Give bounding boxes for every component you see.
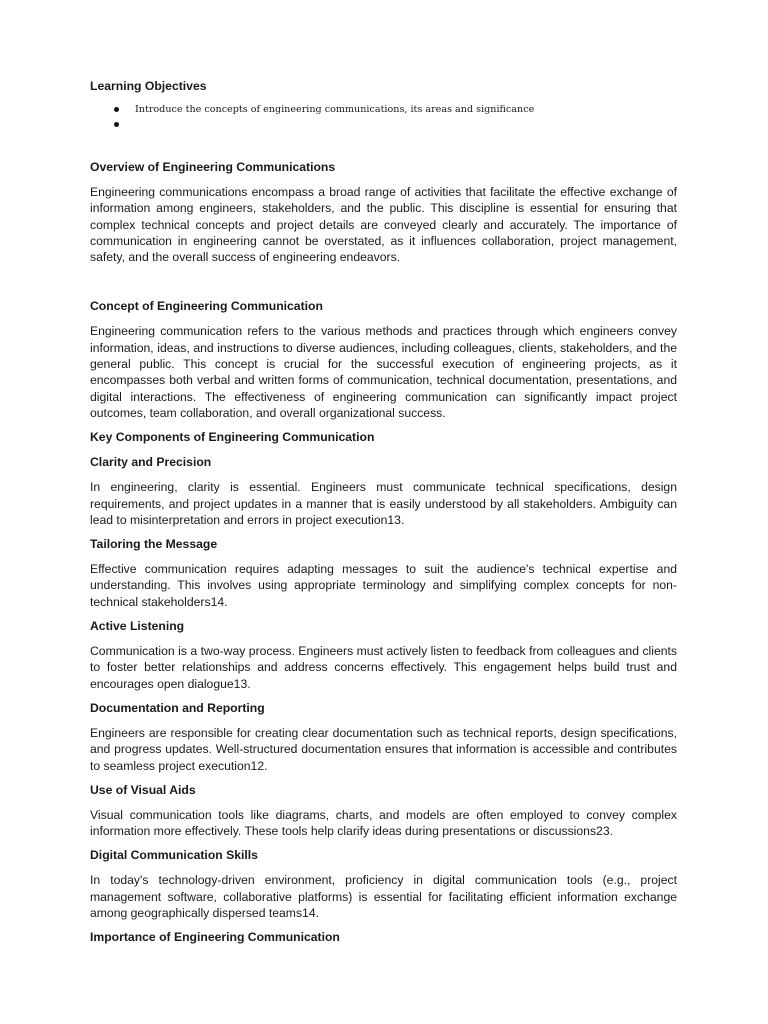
tailoring-paragraph: Effective communication requires adapting messages to suit the audience's technical expertise and understanding. This involves using appropriate terminology and simplifying complex concepts for non-technical stakeholders14. [90, 562, 677, 609]
bullet-icon [114, 107, 119, 112]
overview-heading: Overview of Engineering Communications [90, 160, 336, 174]
visual-aids-heading: Use of Visual Aids [90, 782, 196, 797]
digital-skills-paragraph: In today's technology-driven environment, proficiency in digital communication tools (e.g., project management software, collaborative platforms) is essential for facilitating efficient information exchange among geographically dispersed teams14. [90, 873, 677, 921]
document-page [90, 78, 677, 945]
digital-skills-heading: Digital Communication Skills [90, 848, 258, 863]
bullet-text: Introduce the concepts of engineering communications, its areas and significance [135, 104, 535, 115]
concept-paragraph: Engineering communication refers to the various methods and practices through which engineers convey information, ideas, and instructions to diverse audiences, including colleagues, clients, stakeholders, and the general public. This concept is crucial for the successful execution of engineering projects, as it encompasses both verbal and written forms of communication, technical documentation, presentations, and digital interactions. The effectiveness of engineering communication can significantly impact project outcomes, team collaboration, and overall organizational success. [90, 324, 677, 420]
importance-heading: Importance of Engineering Communication [90, 930, 340, 945]
clarity-paragraph: In engineering, clarity is essential. Engineers must communicate technical specifications, design requirements, and project updates in a manner that is easily understood by all stakeholders. Ambiguity can lead to misinterpretation and errors in project execution13. [90, 480, 677, 527]
documentation-paragraph: Engineers are responsible for creating clear documentation such as technical reports, design specifications, and progress updates. Well-structured documentation ensures that information is accessible and contributes to seamless project execution12. [90, 725, 677, 773]
tailoring-heading: Tailoring the Message [90, 537, 218, 552]
clarity-heading: Clarity and Precision [90, 455, 212, 470]
concept-heading: Concept of Engineering Communication [90, 299, 323, 314]
learning-objectives-heading: Learning Objectives [90, 79, 207, 93]
key-components-heading: Key Components of Engineering Communication [90, 430, 375, 445]
learning-objectives-list [90, 102, 677, 132]
list-item [90, 117, 677, 132]
list-item [90, 102, 677, 117]
visual-aids-paragraph: Visual communication tools like diagrams, charts, and models are often employed to convey complex information more effectively. These tools help clarify ideas during presentations or discussions23. [90, 807, 677, 839]
bullet-icon [114, 122, 119, 127]
documentation-heading: Documentation and Reporting [90, 700, 265, 715]
overview-paragraph: Engineering communications encompass a broad range of activities that facilitate the effective exchange of information among engineers, stakeholders, and the public. This discipline is essential for ensuring that complex technical concepts and project details are conveyed clearly and accurately. The importance of communication in engineering cannot be overstated, as it influences collaboration, project management, safety, and the overall success of engineering endeavors. [90, 185, 677, 265]
active-listening-paragraph: Communication is a two-way process. Engineers must actively listen to feedback from colleagues and clients to foster better relationships and address concerns effectively. This engagement helps build trust and encourages open dialogue13. [90, 644, 677, 691]
active-listening-heading: Active Listening [90, 619, 185, 634]
